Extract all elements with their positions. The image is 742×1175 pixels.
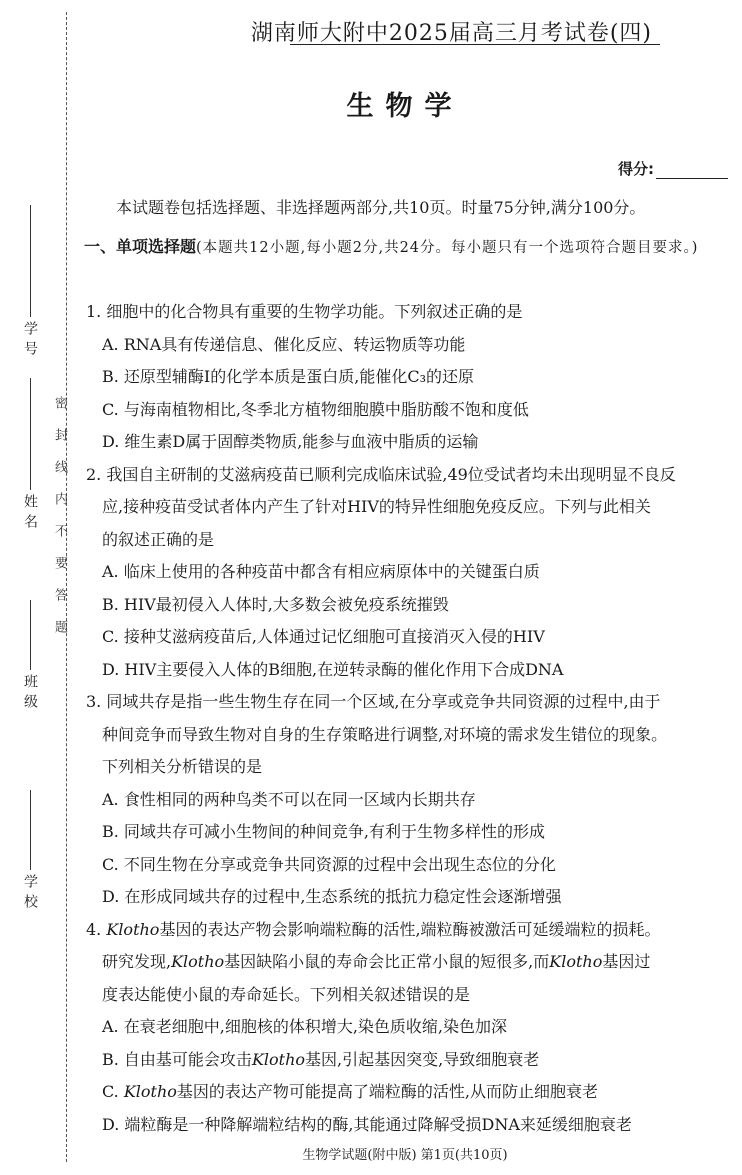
- answer-option: C. Klotho基因的表达产物可能提高了端粒酶的活性,从而防止细胞衰老: [102, 1082, 599, 1101]
- student-id-label: 学号: [22, 321, 38, 361]
- question-stem-line: 应,接种疫苗受试者体内产生了针对HIV的特异性细胞免疫反应。下列与此相关: [102, 497, 651, 516]
- name-label: 姓名: [22, 494, 38, 534]
- question-stem: [86, 686, 730, 784]
- class-field: [16, 600, 44, 718]
- exam-title: 湖南师大附中2025届高三月考试卷(四): [250, 21, 652, 46]
- name-field: [16, 378, 44, 538]
- student-id-blank: [30, 205, 31, 317]
- answer-option: B. HIV最初侵入人体时,大多数会被免疫系统摧毁: [102, 594, 449, 614]
- student-id-field: [16, 205, 44, 365]
- question-stem: [86, 296, 730, 329]
- answer-option: D. HIV主要侵入人体的B细胞,在逆转录酶的催化作用下合成DNA: [102, 659, 564, 679]
- question-item: [86, 914, 730, 1142]
- question-item: [86, 686, 730, 914]
- binding-strip: [0, 0, 80, 1175]
- question-stem-line: 4. Klotho基因的表达产物会影响端粒酶的活性,端粒酶被激活可延缓端粒的损耗。: [86, 919, 661, 939]
- school-field: [16, 790, 44, 918]
- question-item: [86, 296, 730, 459]
- answer-option: B. 还原型辅酶Ⅰ的化学本质是蛋白质,能催化C₃的还原: [102, 367, 474, 386]
- exam-page: [80, 0, 730, 1175]
- class-blank: [30, 600, 31, 670]
- answer-option: B. 同域共存可减小生物间的种间竞争,有利于生物多样性的形成: [102, 822, 546, 841]
- answer-option: A. 食性相同的两种鸟类不可以在同一区域内长期共存: [102, 789, 476, 809]
- answer-option: D. 端粒酶是一种降解端粒结构的酶,其能通过降解受损DNA来延缓细胞衰老: [102, 1114, 632, 1134]
- subject-title: 生物学: [346, 91, 464, 122]
- section-title: 一、单项选择题: [84, 237, 197, 256]
- question-stem-line: 2. 我国自主研制的艾滋病疫苗已顺利完成临床试验,49位受试者均未出现明显不良反: [86, 464, 676, 484]
- answer-option: B. 自由基可能会攻击Klotho基因,引起基因突变,导致细胞衰老: [102, 1049, 540, 1069]
- answer-option: A. RNA具有传递信息、催化反应、转运物质等功能: [102, 334, 466, 354]
- seal-warning-text: 密封线内不要答题: [52, 396, 67, 652]
- answer-option: C. 接种艾滋病疫苗后,人体通过记忆细胞可直接消灭入侵的HIV: [102, 627, 545, 646]
- answer-option: D. 在形成同域共存的过程中,生态系统的抵抗力稳定性会逐渐增强: [102, 887, 562, 906]
- score-field: [618, 158, 728, 179]
- answer-option: A. 临床上使用的各种疫苗中都含有相应病原体中的关键蛋白质: [102, 562, 540, 581]
- question-stem-line: 研究发现,Klotho基因缺陷小鼠的寿命会比正常小鼠的短很多,而Klotho基因过: [102, 952, 651, 971]
- score-blank[interactable]: [656, 161, 728, 179]
- section-note: (本题共12小题,每小题2分,共24分。每小题只有一个选项符合题目要求。): [196, 240, 699, 256]
- question-stem-line: 3. 同域共存是指一些生物生存在同一个区域,在分享或竞争共同资源的过程中,由于: [86, 692, 661, 711]
- answer-option: A. 在衰老细胞中,细胞核的体积增大,染色质收缩,染色加深: [102, 1017, 507, 1036]
- question-stem-line: 下列相关分析错误的是: [102, 757, 263, 776]
- question-stem-line: 种间竞争而导致生物对自身的生存策略进行调整,对环境的需求发生错位的现象。: [102, 724, 668, 744]
- question-stem-line: 度表达能使小鼠的寿命延长。下列相关叙述错误的是: [102, 984, 471, 1004]
- question-list: [86, 296, 730, 1141]
- question-stem-line: 的叙述正确的是: [102, 529, 215, 549]
- question-stem: [86, 914, 730, 1012]
- class-label: 班级: [22, 674, 38, 714]
- question-item: [86, 459, 730, 687]
- header-rule: [290, 44, 660, 45]
- name-blank: [30, 378, 31, 490]
- section-heading: [84, 232, 730, 263]
- answer-option: C. 与海南植物相比,冬季北方植物细胞膜中脂肪酸不饱和度低: [102, 399, 529, 419]
- answer-option: C. 不同生物在分享或竞争共同资源的过程中会出现生态位的分化: [102, 854, 556, 874]
- school-blank: [30, 790, 31, 870]
- question-stem-line: 1. 细胞中的化合物具有重要的生物学功能。下列叙述正确的是: [86, 302, 523, 321]
- exam-intro: 本试题卷包括选择题、非选择题两部分,共10页。时量75分钟,满分100分。: [116, 198, 646, 217]
- question-stem: [86, 459, 730, 557]
- school-label: 学校: [22, 874, 38, 914]
- page-footer: 生物学试题(附中版) 第1页(共10页): [302, 1148, 508, 1163]
- score-label: 得分:: [618, 160, 654, 178]
- answer-option: D. 维生素D属于固醇类物质,能参与血液中脂质的运输: [102, 432, 479, 451]
